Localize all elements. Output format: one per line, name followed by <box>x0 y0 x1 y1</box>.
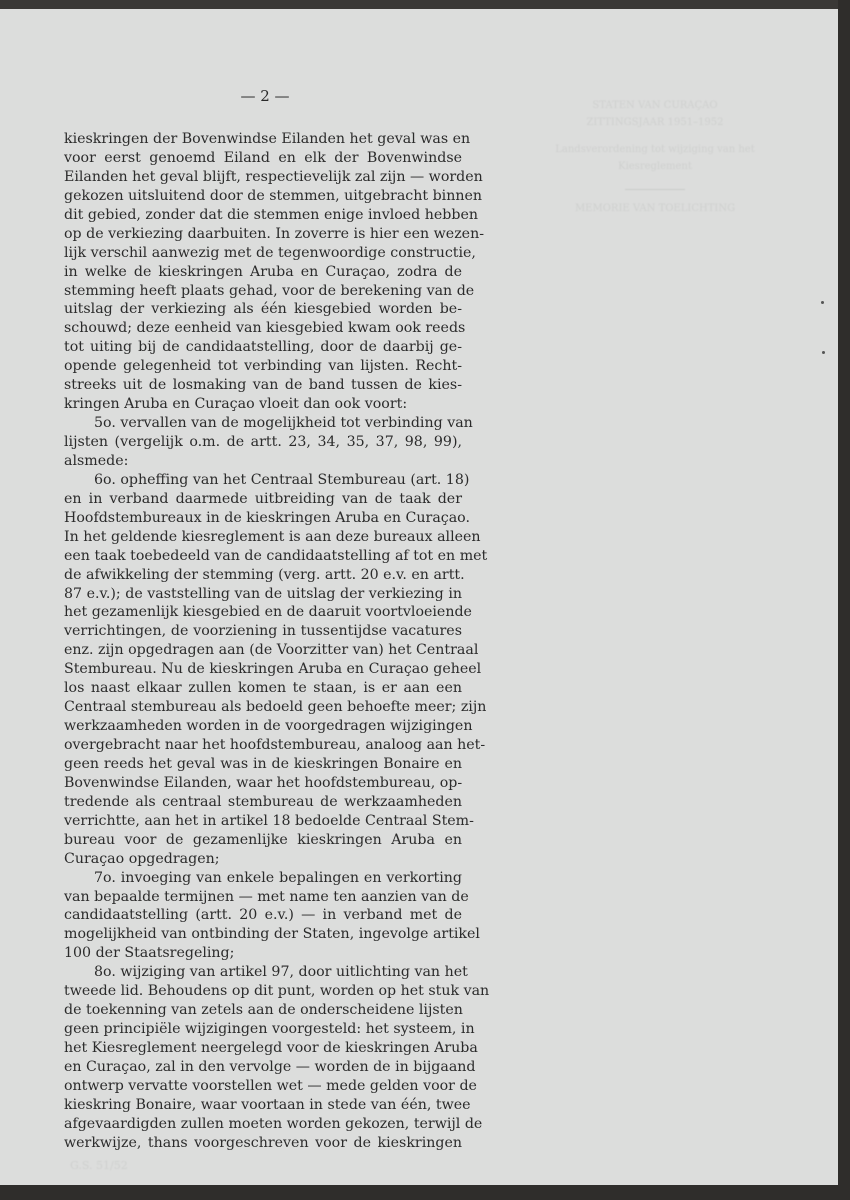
text-line: voor eerst genoemd Eiland en elk der Bovenwindse <box>64 149 462 166</box>
text-line: en Curaçao, zal in den vervolge — worden de in bijgaand <box>64 1058 476 1075</box>
text-line: 7o. invoeging van enkele bepalingen en verkorting <box>94 869 462 886</box>
text-line: kieskring Bonaire, waar voortaan in stede van één, twee <box>64 1096 471 1113</box>
text-line: Bovenwindse Eilanden, waar het hoofdstembureau, op- <box>64 774 463 791</box>
text-line: tweede lid. Behoudens op dit punt, worden op het stuk van <box>64 983 490 1000</box>
text-line: van bepaalde termijnen — met name ten aanzien van de <box>64 888 469 905</box>
text-line: de toekenning van zetels aan de onderscheidene lijsten <box>64 1002 463 1019</box>
text-line: enz. zijn opgedragen aan (de Voorzitter van) het Centraal <box>64 642 479 659</box>
text-line: alsmede: <box>64 452 129 469</box>
text-line: werkwijze, thans voorgeschreven voor de kieskringen <box>64 1134 462 1151</box>
show-through-text: STATEN VAN CURAÇAO ZITTINGSJAAR 1951–1952 Landsverordening tot wijziging van het Kiesreglement MEMORIE VAN TOELICHTING <box>555 100 755 214</box>
text-line: 5o. vervallen van de mogelijkheid tot verbinding van <box>94 415 473 432</box>
text-line: op de verkiezing daarbuiten. In zoverre is hier een wezen- <box>64 225 484 242</box>
text-line: Centraal stembureau als bedoeld geen behoefte meer; zijn <box>64 699 487 716</box>
text-line: 100 der Staatsregeling; <box>64 945 235 962</box>
text-line: verrichtte, aan het in artikel 18 bedoelde Centraal Stem- <box>64 812 474 829</box>
text-line: los naast elkaar zullen komen te staan, is er aan een <box>64 680 462 697</box>
text-line: geen principiële wijzigingen voorgesteld: het systeem, in <box>64 1021 475 1038</box>
page-number: — 2 — <box>240 87 290 105</box>
body-text <box>64 130 490 1153</box>
text-line: in welke de kieskringen Aruba en Curaçao, zodra de <box>64 263 462 280</box>
text-line: bureau voor de gezamenlijke kieskringen Aruba en <box>64 831 462 848</box>
text-line: 87 e.v.); de vaststelling van de uitslag der verkiezing in <box>64 585 462 602</box>
text-line: ontwerp vervatte voorstellen wet — mede gelden voor de <box>64 1077 477 1094</box>
scan-border-right <box>838 0 850 1200</box>
text-line: afgevaardigden zullen moeten worden gekozen, terwijl de <box>64 1115 483 1132</box>
text-line: stemming heeft plaats gehad, voor de berekening van de <box>64 282 475 299</box>
text-line: lijk verschil aanwezig met de tegenwoordige constructie, <box>64 244 476 261</box>
text-line: Hoofdstembureaux in de kieskringen Aruba en Curaçao. <box>64 509 470 526</box>
text-line: dit gebied, zonder dat die stemmen enige invloed hebben <box>64 206 479 223</box>
text-line: kringen Aruba en Curaçao vloeit dan ook voort: <box>64 396 408 413</box>
text-line: Curaçao opgedragen; <box>64 850 220 867</box>
text-line: het gezamenlijk kiesgebied en de daaruit voortvloeiende <box>64 604 472 621</box>
text-line: het Kiesreglement neergelegd voor de kieskringen Aruba <box>64 1040 478 1056</box>
text-line: mogelijkheid van ontbinding der Staten, ingevolge artikel <box>64 926 480 943</box>
text-line: 6o. opheffing van het Centraal Stembureau (art. 18) <box>94 471 470 488</box>
text-line: In het geldende kiesreglement is aan deze bureaux alleen <box>64 528 481 545</box>
paper-speck <box>821 301 824 304</box>
scan-border-bottom <box>0 1185 850 1200</box>
text-line: gekozen uitsluitend door de stemmen, uitgebracht binnen <box>64 187 483 204</box>
show-through-footer: G.S. 51/52 <box>70 1159 128 1172</box>
text-line: de afwikkeling der stemming (verg. artt. 20 e.v. en artt. <box>64 566 465 583</box>
text-line: streeks uit de losmaking van de band tussen de kies- <box>64 377 462 394</box>
text-line: Eilanden het geval blijft, respectievelijk zal zijn — worden <box>64 168 483 185</box>
text-line: Stembureau. Nu de kieskringen Aruba en Curaçao geheel <box>64 661 482 678</box>
text-line: een taak toebedeeld van de candidaatstelling af tot en met <box>64 547 488 564</box>
text-line: tot uiting bij de candidaatstelling, door de daarbij ge- <box>64 339 462 356</box>
text-line: en in verband daarmede uitbreiding van de taak der <box>64 490 462 507</box>
paper-speck <box>822 351 825 354</box>
text-line: uitslag der verkiezing als één kiesgebied worden be- <box>64 301 462 318</box>
text-line: werkzaamheden worden in de voorgedragen wijzigingen <box>64 718 473 735</box>
text-line: opende gelegenheid tot verbinding van lijsten. Recht- <box>64 358 462 375</box>
text-line: 8o. wijziging van artikel 97, door uitlichting van het <box>94 964 468 981</box>
text-line: lijsten (vergelijk o.m. de artt. 23, 34, 35, 37, 98, 99), <box>64 434 462 450</box>
text-line: schouwd; deze eenheid van kiesgebied kwam ook reeds <box>64 320 466 337</box>
scanned-page <box>0 9 838 1185</box>
text-line: overgebracht naar het hoofdstembureau, analoog aan het- <box>64 737 486 753</box>
text-line: candidaatstelling (artt. 20 e.v.) — in verband met de <box>64 907 462 924</box>
text-line: geen reeds het geval was in de kieskringen Bonaire en <box>64 755 462 772</box>
text-line: kieskringen der Bovenwindse Eilanden het geval was en <box>64 131 471 147</box>
text-line: verrichtingen, de voorziening in tussentijdse vacatures <box>64 623 462 640</box>
text-line: tredende als centraal stembureau de werkzaamheden <box>64 793 462 810</box>
